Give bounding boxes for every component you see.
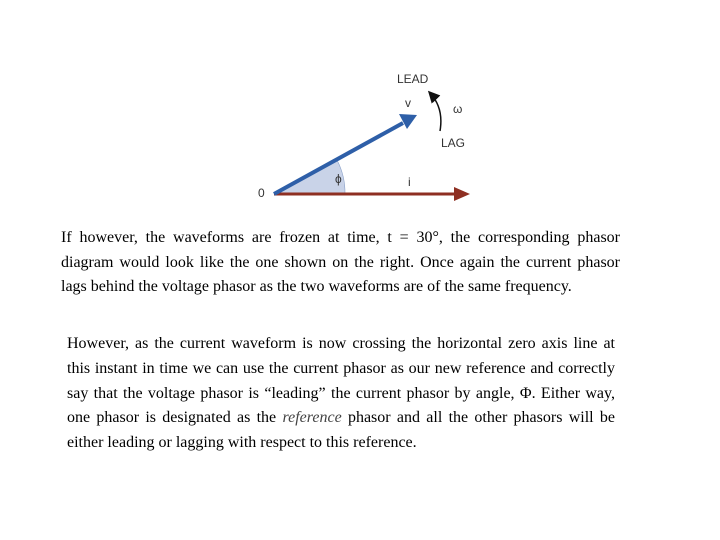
phasor-diagram bbox=[0, 0, 720, 225]
omega-label: ω bbox=[453, 102, 463, 116]
paragraph2-part1: However, as the current waveform is now crossing the horizontal zero axis line at this instant in time we can use the current phasor as our new reference and correctly say that the voltage phasor is “leading” the current phasor by angle, Φ. Either way, one phasor is designated as the bbox=[67, 335, 615, 427]
current-label: i bbox=[408, 175, 411, 189]
reference-word: reference bbox=[282, 409, 342, 427]
paragraph-frozen-waveforms: If however, the waveforms are frozen at time, t = 30°, the corresponding phasor diagram would look like the one shown on the right. Once again the current phasor lags behind the voltage phasor as the two waveforms are of the same frequency. bbox=[61, 229, 620, 295]
paragraph-reference-phasor bbox=[67, 332, 615, 456]
voltage-label: v bbox=[405, 96, 411, 110]
lead-label: LEAD bbox=[397, 72, 429, 86]
paragraph2-part2: phasor and all the other phasors will be either leading or lagging with respect to this reference. bbox=[67, 409, 616, 452]
origin-label: 0 bbox=[258, 186, 265, 200]
lag-label: LAG bbox=[441, 136, 466, 150]
rotation-arrow bbox=[430, 93, 441, 131]
angle-label: ϕ bbox=[335, 172, 342, 186]
current-phasor-arrowhead bbox=[454, 187, 470, 201]
